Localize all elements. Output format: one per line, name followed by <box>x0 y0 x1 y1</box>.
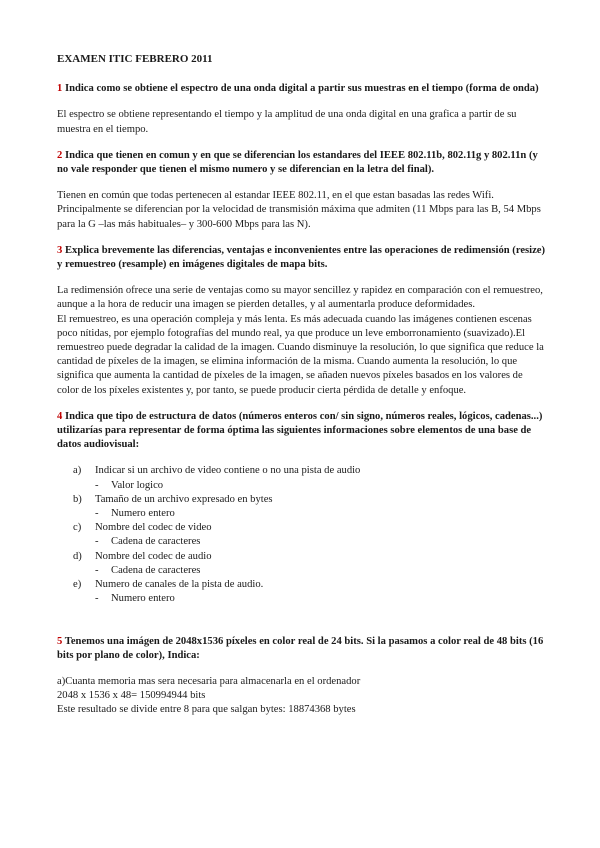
list-marker: a) <box>73 465 82 477</box>
document-title: EXAMEN ITIC FEBRERO 2011 <box>57 53 213 65</box>
answer-line: 2048 x 1536 x 48= 150994944 bits <box>57 690 206 702</box>
answer-line: Este resultado se divide entre 8 para que salgan bytes: 18874368 bytes <box>57 704 356 716</box>
answer-paragraph: La redimensión ofrece una serie de ventajas como su mayor sencillez y rapidez en comparación con el remuestreo, aunque a la hora de reducir una imagen se pierden detalles, y al aumentarla produce deformidades. <box>57 285 543 311</box>
answer-line: a)Cuanta memoria mas sera necesaria para almacenarla en el ordenador <box>57 675 361 687</box>
list-item-text: Indicar si un archivo de video contiene o no una pista de audio <box>95 465 361 477</box>
question-number: 3 <box>57 244 63 256</box>
answer-4-list <box>57 464 547 606</box>
question-5 <box>57 635 547 663</box>
list-item-answer: Valor logico <box>111 479 164 491</box>
question-text: Indica como se obtiene el espectro de una onda digital a partir sus muestras en el tiempo (forma de onda) <box>64 83 539 95</box>
list-marker: b) <box>73 493 82 505</box>
answer-3 <box>57 284 547 398</box>
question-number: 1 <box>57 83 63 95</box>
answer-2 <box>57 189 547 232</box>
list-marker: e) <box>73 579 82 591</box>
dash-marker: - <box>95 479 99 491</box>
answer-text: Tienen en común que todas pertenecen al estandar IEEE 802.11, en el que estan basadas las redes Wifi. Principalmente se diferencian por la velocidad de transmisión máxima que admiten (11 Mbps para las B, 54 Mbps para la G –las más habituales– y 300-600 Mbps para las N). <box>57 190 541 230</box>
question-text: Explica brevemente las diferencias, ventajas e inconvenientes entre las operaciones de redimensión (resize) y remuestreo (resample) en imágenes digitales de mapa bits. <box>57 244 546 271</box>
list-item-text: Nombre del codec de audio <box>95 550 212 562</box>
list-item <box>57 578 547 606</box>
question-number: 4 <box>57 410 63 422</box>
question-text: Indica que tienen en comun y en que se diferencian los estandares del IEEE 802.11b, 802.11g y 802.11n (y no vale responder que tienen el mismo numero y se diferencian en la letra del final). <box>57 149 538 176</box>
answer-1 <box>57 108 547 136</box>
list-item-text: Tamaño de un archivo expresado en bytes <box>95 493 273 505</box>
list-marker: d) <box>73 550 82 562</box>
question-3 <box>57 244 547 272</box>
answer-5 <box>57 675 547 718</box>
question-number: 5 <box>57 635 63 647</box>
question-text: Tenemos una imágen de 2048x1536 píxeles en color real de 24 bits. Si la pasamos a color real de 48 bits (16 bits por plano de color), Indica: <box>57 635 544 661</box>
list-item <box>57 550 547 578</box>
spacer <box>57 617 547 635</box>
answer-text: El espectro se obtiene representando el tiempo y la amplitud de una onda digital en una grafica a partir de su muestra en el tiempo. <box>57 109 517 135</box>
question-text: Indica que tipo de estructura de datos (números enteros con/ sin signo, números reales, lógicos, cadenas...) utilizarías para representar de forma óptima las siguientes informaciones sobre elementos de una base de datos audiovisual: <box>57 410 543 451</box>
question-1 <box>57 82 547 96</box>
list-item-answer: Numero entero <box>111 593 175 605</box>
question-2 <box>57 149 547 177</box>
list-item-answer: Numero entero <box>111 508 175 520</box>
list-item <box>57 493 547 521</box>
question-4 <box>57 410 547 453</box>
list-item-text: Nombre del codec de video <box>95 522 212 534</box>
document-page <box>57 52 547 730</box>
list-item-answer: Cadena de caracteres <box>111 564 201 576</box>
dash-marker: - <box>95 536 99 548</box>
dash-marker: - <box>95 508 99 520</box>
question-number: 2 <box>57 149 63 161</box>
list-item-text: Numero de canales de la pista de audio. <box>95 579 264 591</box>
answer-paragraph: El remuestreo, es una operación compleja y más lenta. Es más adecuada cuando las imágenes contienen escenas poco nítidas, por ejemplo fotografías del mundo real, ya que produce un leve emborronamiento (suavizado).El remuestreo puede degradar la calidad de la imagen. Cuando disminuye la resolución, lo que significa que reduce la cantidad de píxeles de la imagen, se elimina información de la misma. Cuando aumenta la resolución, lo que significa que aumenta la cantidad de píxeles de la imagen, se añaden nuevos píxeles basados en los valores de color de los píxeles existentes y, por tanto, se puede producir cierta pérdida de detalle y enfoque. <box>57 313 544 396</box>
list-marker: c) <box>73 522 82 534</box>
list-item-answer: Cadena de caracteres <box>111 536 201 548</box>
dash-marker: - <box>95 564 99 576</box>
list-item <box>57 464 547 492</box>
list-item <box>57 521 547 549</box>
dash-marker: - <box>95 593 99 605</box>
